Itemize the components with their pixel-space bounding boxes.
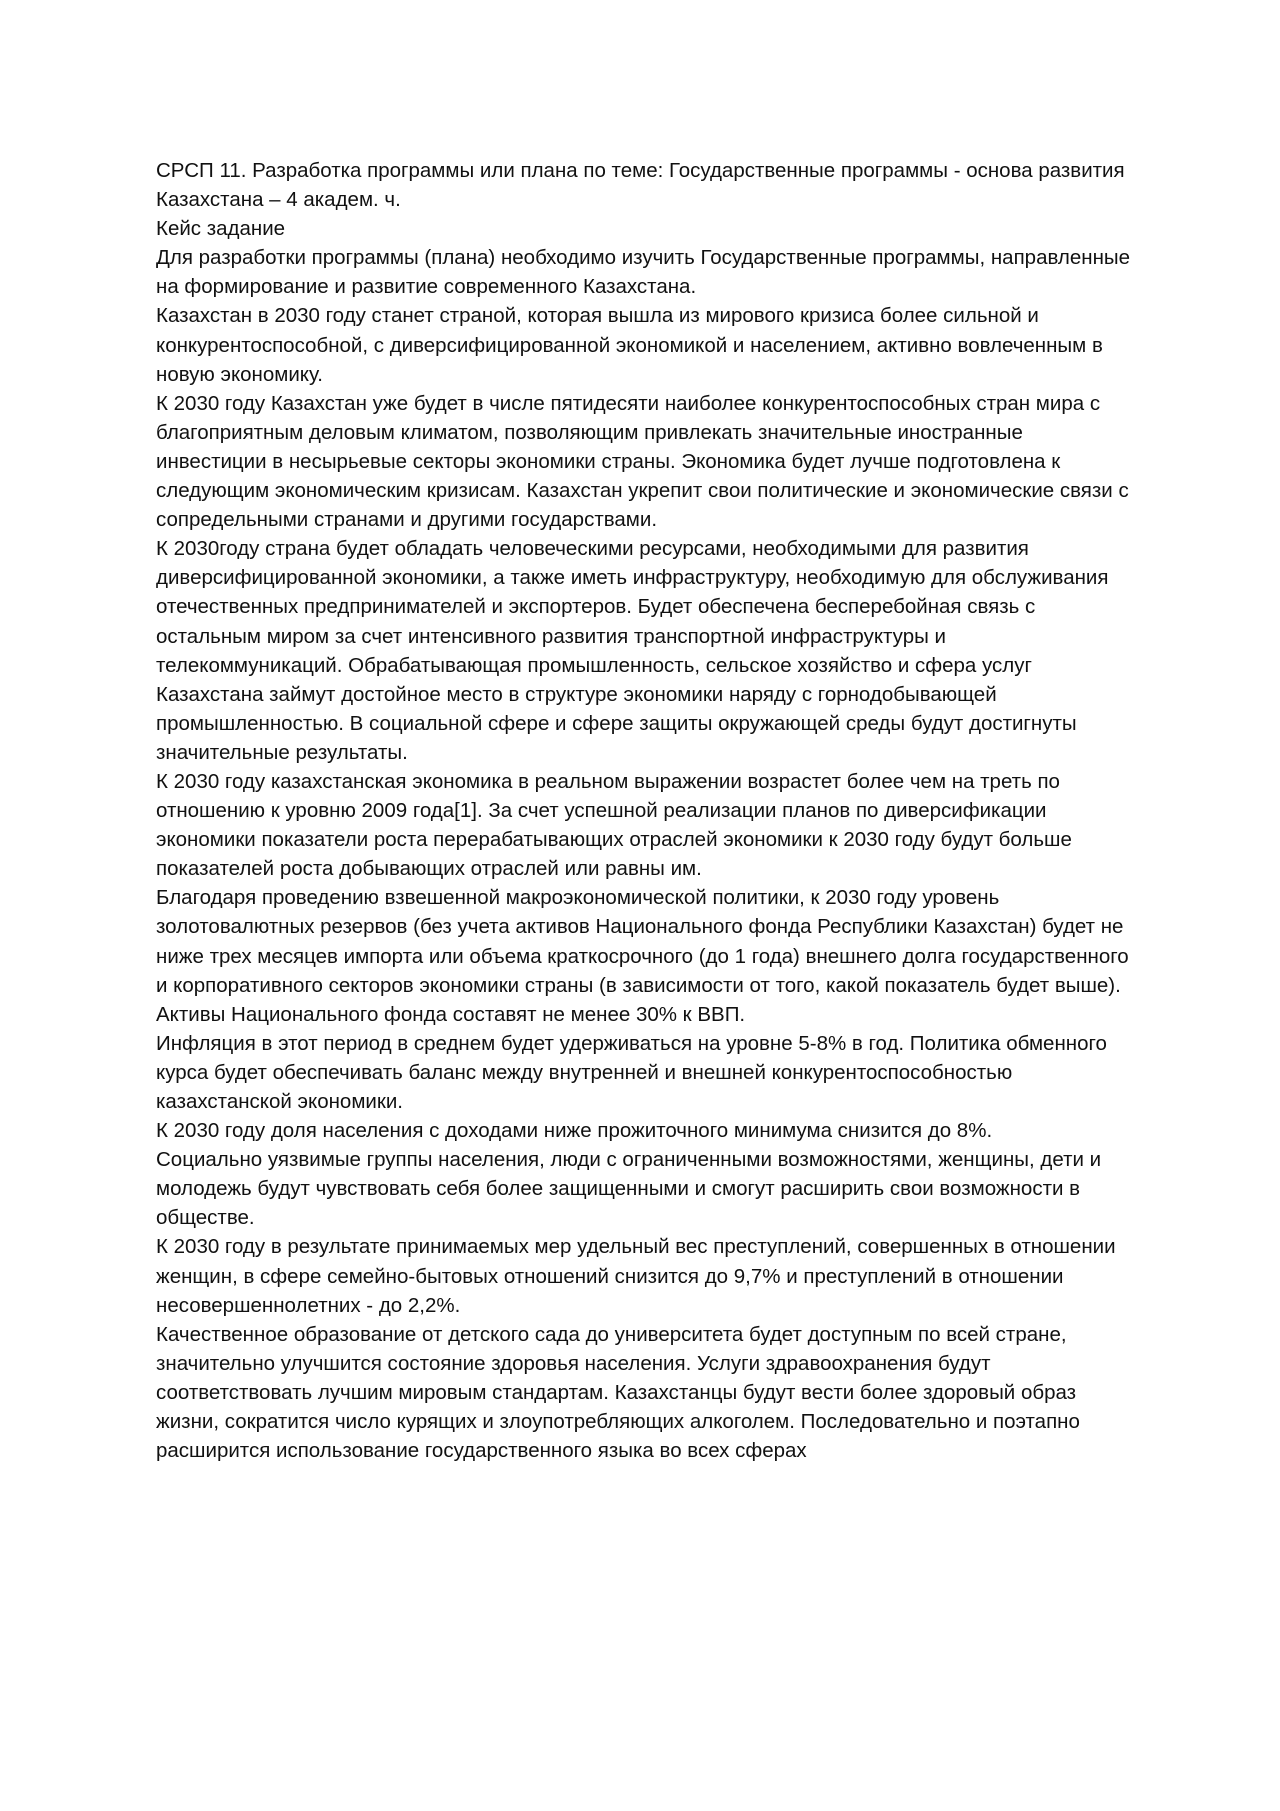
document-title: СРСП 11. Разработка программы или плана по теме: Государственные программы - основа развития Казахстана – 4 академ. ч. xyxy=(156,159,1125,212)
paragraph-8: Социально уязвимые группы населения, люди с ограниченными возможностями, женщины, дети и молодежь будут чувствовать себя более защищенными и смогут расширить свои возможности в обществе. xyxy=(156,1148,1102,1230)
paragraph-10: Качественное образование от детского сада до университета будет доступным по всей стране, значительно улучшится состояние здоровья населения. Услуги здравоохранения будут соответствовать лучшим мировым стандартам. Казахстанцы будут вести более здоровый образ жизни, сократится число курящих и злоупотребляющих алкоголем. Последовательно и поэтапно расширится использование государственного языка во всех сферах xyxy=(156,1322,1080,1463)
paragraph-2: К 2030 году Казахстан уже будет в числе пятидесяти наиболее конкурентоспособных стран мира с благоприятным деловым климатом, позволяющим привлекать значительные иностранные инвестиции в несырьевые секторы экономики страны. Экономика будет лучше подготовлена к следующим экономическим кризисам. Казахстан укрепит свои политические и экономические связи с сопредельными странами и другими государствами. xyxy=(156,391,1129,532)
intro-paragraph: Для разработки программы (плана) необходимо изучить Государственные программы, направленные на формирование и развитие современного Казахстана. xyxy=(156,246,1131,299)
paragraph-4: К 2030 году казахстанская экономика в реальном выражении возрастет более чем на треть по отношению к уровню 2009 года[1]. За счет успешной реализации планов по диверсификации экономики показатели роста перерабатывающих отраслей экономики к 2030 году будут больше показателей роста добывающих отраслей или равны им. xyxy=(156,769,1072,881)
case-task-heading: Кейс задание xyxy=(156,217,286,241)
paragraph-1: Казахстан в 2030 году станет страной, которая вышла из мирового кризиса более сильной и конкурентоспособной, с диверсифицированной экономикой и населением, активно вовлеченным в новую экономику. xyxy=(156,304,1103,386)
paragraph-9: К 2030 году в результате принимаемых мер удельный вес преступлений, совершенных в отношении женщин, в сфере семейно-бытовых отношений снизится до 9,7% и преступлений в отношении несовершеннолетних - до 2,2%. xyxy=(156,1235,1116,1317)
paragraph-5: Благодаря проведению взвешенной макроэкономической политики, к 2030 году уровень золотовалютных резервов (без учета активов Национального фонда Республики Казахстан) будет не ниже трех месяцев импорта или объема краткосрочного (до 1 года) внешнего долга государственного и корпоративного секторов экономики страны (в зависимости от того, какой показатель будет выше). Активы Национального фонда составят не менее 30% к ВВП. xyxy=(156,886,1129,1026)
paragraph-3: К 2030году страна будет обладать человеческими ресурсами, необходимыми для развития диверсифицированной экономики, а также иметь инфраструктуру, необходимую для обслуживания отечественных предпринимателей и экспортеров. Будет обеспечена бесперебойная связь с остальным миром за счет интенсивного развития транспортной инфраструктуры и телекоммуникаций. Обрабатывающая промышленность, сельское хозяйство и сфера услуг Казахстана займут достойное место в структуре экономики наряду с горнодобывающей промышленностью. В социальной сфере и сфере защиты окружающей среды будут достигнуты значительные результаты. xyxy=(156,537,1109,764)
paragraph-6: Инфляция в этот период в среднем будет удерживаться на уровне 5-8% в год. Политика обменного курса будет обеспечивать баланс между внутренней и внешней конкурентоспособностью казахстанской экономики. xyxy=(156,1031,1107,1113)
document-body xyxy=(156,156,1136,1465)
body-paragraphs xyxy=(156,301,1136,1465)
paragraph-7: К 2030 году доля населения с доходами ниже прожиточного минимума снизится до 8%. xyxy=(156,1119,993,1143)
